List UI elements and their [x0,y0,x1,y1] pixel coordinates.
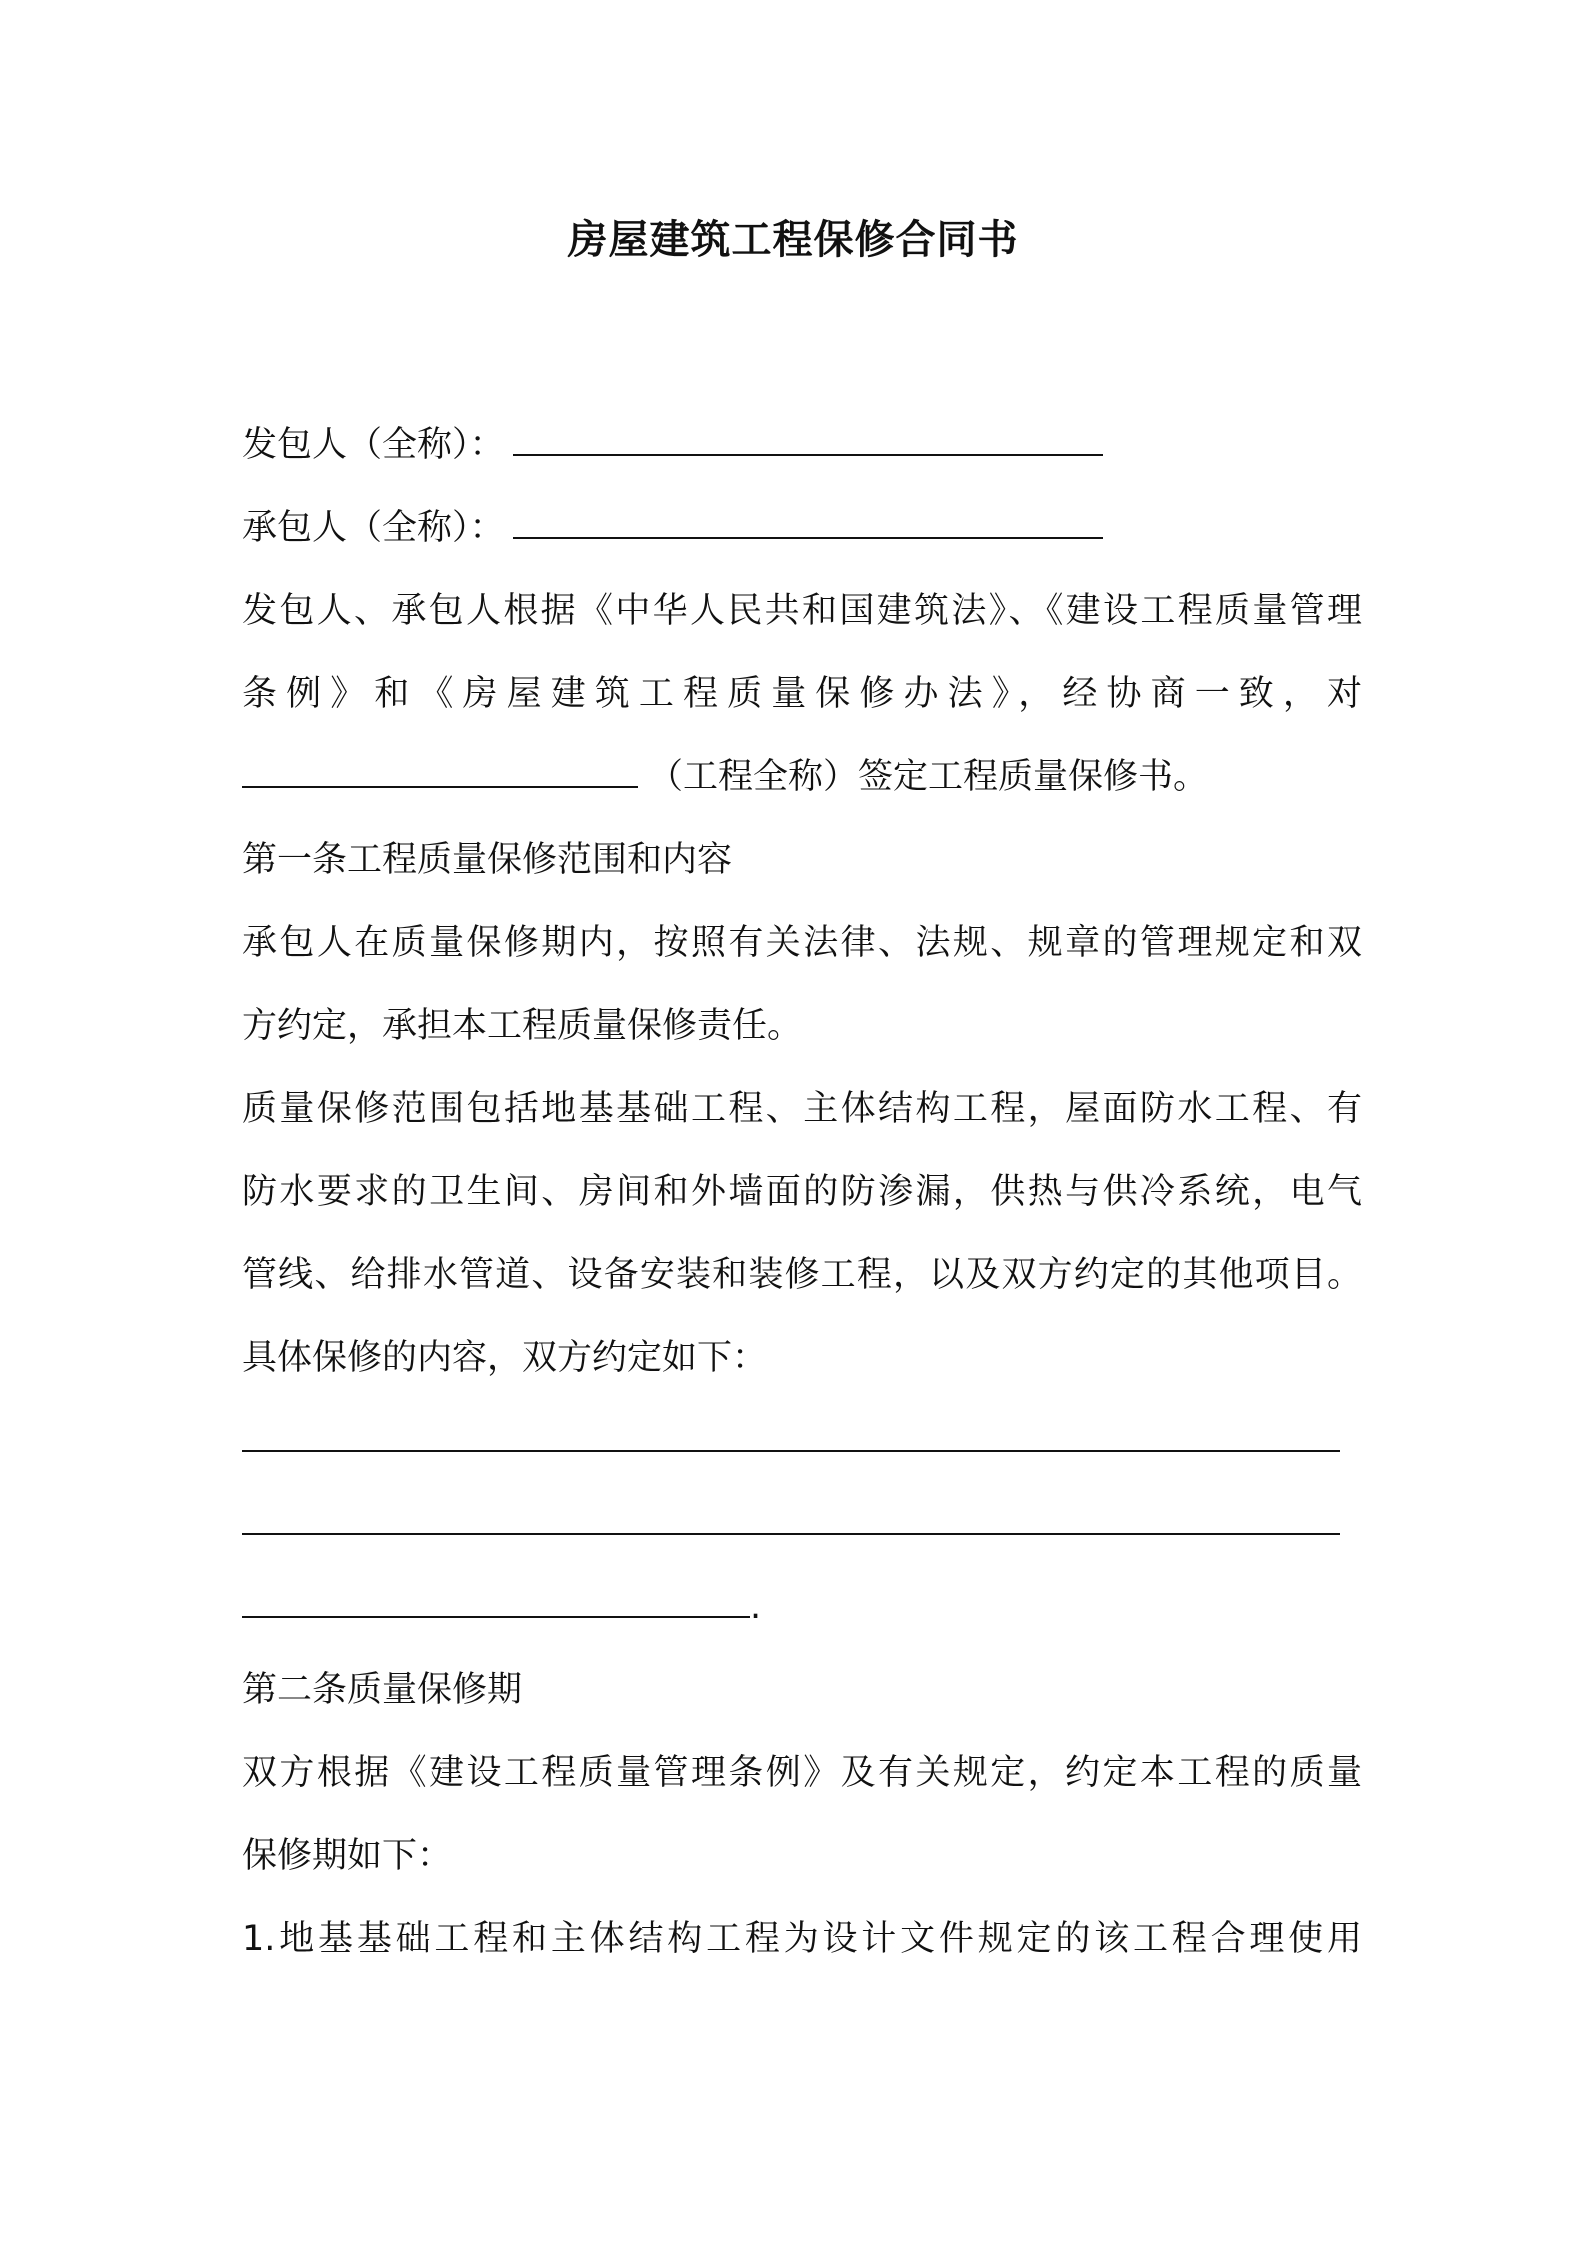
article-2-para-1-line-1: 双方根据《建设工程质量管理条例》及有关规定，约定本工程的质量 [242,1753,1362,1793]
intro-line-3-suffix: （工程全称）签定工程质量保修书。 [648,757,1209,797]
employer-name-blank[interactable] [513,416,1103,456]
document-body [242,404,1362,1981]
document-title: 房屋建筑工程保修合同书 [567,217,1019,263]
article-1-para-2-line-3: 管线、给排水管道、设备安装和装修工程，以及双方约定的其他项目。 [242,1255,1362,1295]
contractor-name-blank[interactable] [513,499,1103,539]
content-blank-1[interactable] [242,1412,1340,1452]
article-2-item-1-line-1: 1.地基基础工程和主体结构工程为设计文件规定的该工程合理使用 [242,1919,1362,1959]
fill-line-1 [242,1400,1362,1483]
article-1-para-1-line-1: 承包人在质量保修期内，按照有关法律、法规、规章的管理规定和双 [242,923,1362,963]
article-2-para-1-line-2: 保修期如下： [242,1836,453,1876]
fill-line-3 [242,1566,1362,1649]
contractor-label: 承包人（全称）： [242,508,505,548]
article-1-para-1-line-2: 方约定，承担本工程质量保修责任。 [242,1006,803,1046]
project-name-blank[interactable] [242,748,638,788]
employer-label: 发包人（全称）： [242,425,505,465]
article-1-para-3: 具体保修的内容，双方约定如下： [242,1338,768,1378]
contractor-line [242,487,1362,570]
intro-line-1: 发包人、承包人根据《中华人民共和国建筑法》、《建设工程质量管理 [242,591,1362,631]
article-2-heading: 第二条质量保修期 [242,1670,523,1710]
fill-line-2 [242,1483,1362,1566]
article-1-para-2-line-2: 防水要求的卫生间、房间和外墙面的防渗漏，供热与供冷系统，电气 [242,1172,1362,1212]
content-blank-3[interactable] [242,1578,750,1618]
intro-line-2: 条例》和《房屋建筑工程质量保修办法》，经协商一致，对 [242,674,1362,714]
article-1-heading: 第一条工程质量保修范围和内容 [242,840,733,880]
article-1-para-2-line-1: 质量保修范围包括地基基础工程、主体结构工程，屋面防水工程、有 [242,1089,1362,1129]
fill-end-mark: . [750,1587,762,1627]
intro-line-3 [242,736,1362,819]
content-blank-2[interactable] [242,1495,1340,1535]
employer-line [242,404,1362,487]
